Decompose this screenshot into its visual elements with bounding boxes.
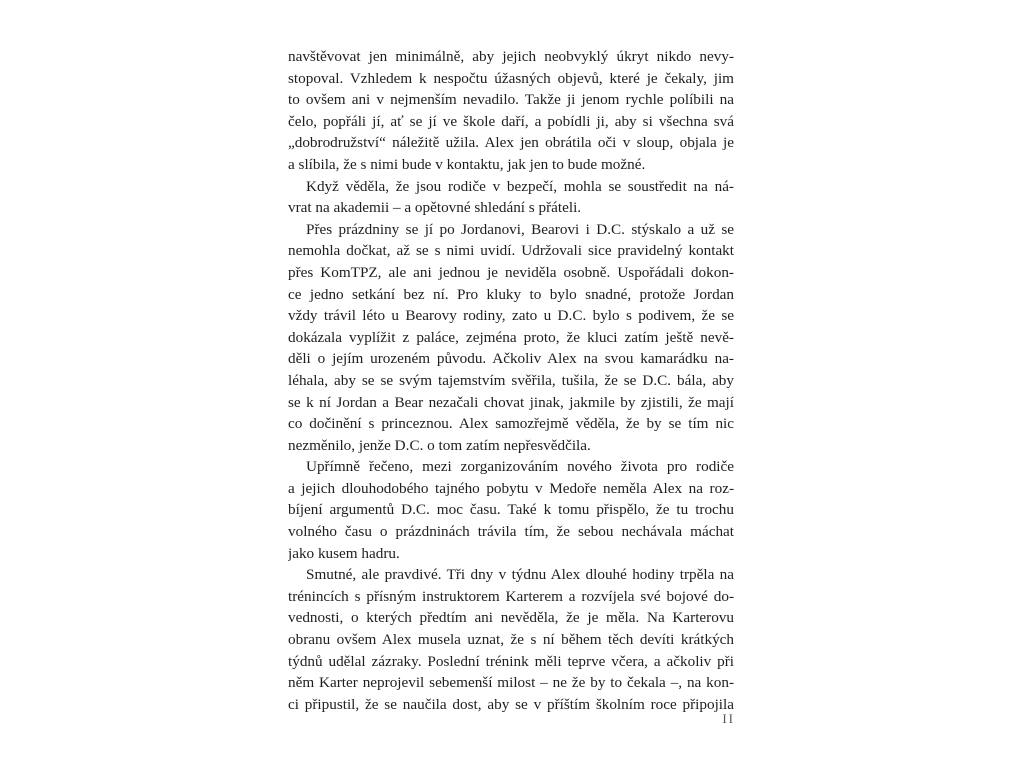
text-line: a jejich dlouhodobého tajného pobytu v Medoře neměla Alex na roz- [288, 479, 734, 497]
text-line: něm Karter neprojevil sebemenší milost – ne že by to čekala –, na kon- [288, 674, 734, 692]
text-line: Když věděla, že jsou rodiče v bezpečí, mohla se soustředit na ná- [306, 177, 734, 195]
text-line: se k ní Jordan a Bear nezačali chovat jinak, jakmile by zjistili, že mají [288, 393, 734, 411]
paragraph [288, 456, 734, 564]
text-line: děli o jejím urozeném původu. Ačkoliv Alex na svou kamarádku na- [288, 350, 734, 368]
paragraph [288, 176, 734, 219]
text-line: stopoval. Vzhledem k nespočtu úžasných objevů, které je čekaly, jim [288, 69, 734, 87]
text-line: vrat na akademii – a opětovné shledání s přáteli. [288, 199, 582, 217]
text-line: týdnů udělal zázraky. Poslední trénink měli teprve včera, a ačkoliv při [288, 652, 734, 670]
page-number: II [722, 711, 735, 726]
paragraph [288, 46, 734, 176]
text-line: a slíbila, že s nimi bude v kontaktu, jak jen to bude možné. [288, 155, 646, 173]
text-line: přes KomTPZ, ale ani jednou je neviděla osobně. Uspořádali dokon- [288, 263, 734, 281]
text-line: Smutné, ale pravdivé. Tři dny v týdnu Alex dlouhé hodiny trpěla na [306, 566, 734, 584]
text-line: čelo, popřáli jí, ať se jí ve škole daří, a pobídli ji, aby si všechna svá [288, 112, 734, 130]
text-line: jako kusem hadru. [288, 544, 400, 562]
text-line: Upřímně řečeno, mezi zorganizováním nového života pro rodiče [306, 458, 734, 476]
text-line: nezměnilo, jenže D.C. o tom zatím nepřesvědčila. [288, 436, 591, 454]
text-line: Přes prázdniny se jí po Jordanovi, Bearovi i D.C. stýskalo a už se [306, 220, 734, 238]
text-line: vždy trávil léto u Bearovy rodiny, zato u D.C. bylo s podivem, že se [288, 307, 734, 325]
text-line: navštěvovat jen minimálně, aby jejich neobvyklý úkryt nikdo nevy- [288, 48, 734, 65]
text-line: volného času o prázdninách trávila tím, že sebou nechávala máchat [288, 523, 734, 541]
text-line: vednosti, o kterých předtím ani nevěděla, že je měla. Na Karterovu [288, 609, 734, 627]
text-line: ce jedno setkání bez ní. Pro kluky to bylo snadné, protože Jordan [288, 285, 734, 303]
text-line: nemohla dočkat, až se s nimi uvidí. Udržovali sice pravidelný kontakt [288, 242, 734, 260]
body-text [288, 46, 734, 715]
text-line: dokázala vyplížit z paláce, zejména proto, že kluci zatím ještě nevě- [288, 328, 734, 346]
text-line: „dobrodružství“ náležitě užila. Alex jen obrátila oči v sloup, objala je [288, 134, 734, 152]
paragraph [288, 219, 734, 457]
text-line: léhala, aby se se svým tajemstvím svěřila, tušila, že se D.C. bála, aby [288, 371, 734, 389]
text-line: obranu ovšem Alex musela uznat, že s ní během těch devíti krátkých [288, 631, 734, 649]
text-line: ci připustil, že se naučila dost, aby se v příštím školním roce připojila [288, 695, 734, 713]
text-line: trénincích s přísným instruktorem Karterem a rozvíjela své bojové do- [288, 587, 734, 605]
text-line: co dočinění s princeznou. Alex samozřejmě věděla, že by se tím nic [288, 415, 734, 433]
text-line: bíjení argumentů D.C. moc času. Také k tomu přispělo, že tu trochu [288, 501, 734, 519]
paragraph [288, 564, 734, 715]
text-line: to ovšem ani v nejmenším nevadilo. Takže ji jenom rychle políbili na [288, 91, 734, 109]
